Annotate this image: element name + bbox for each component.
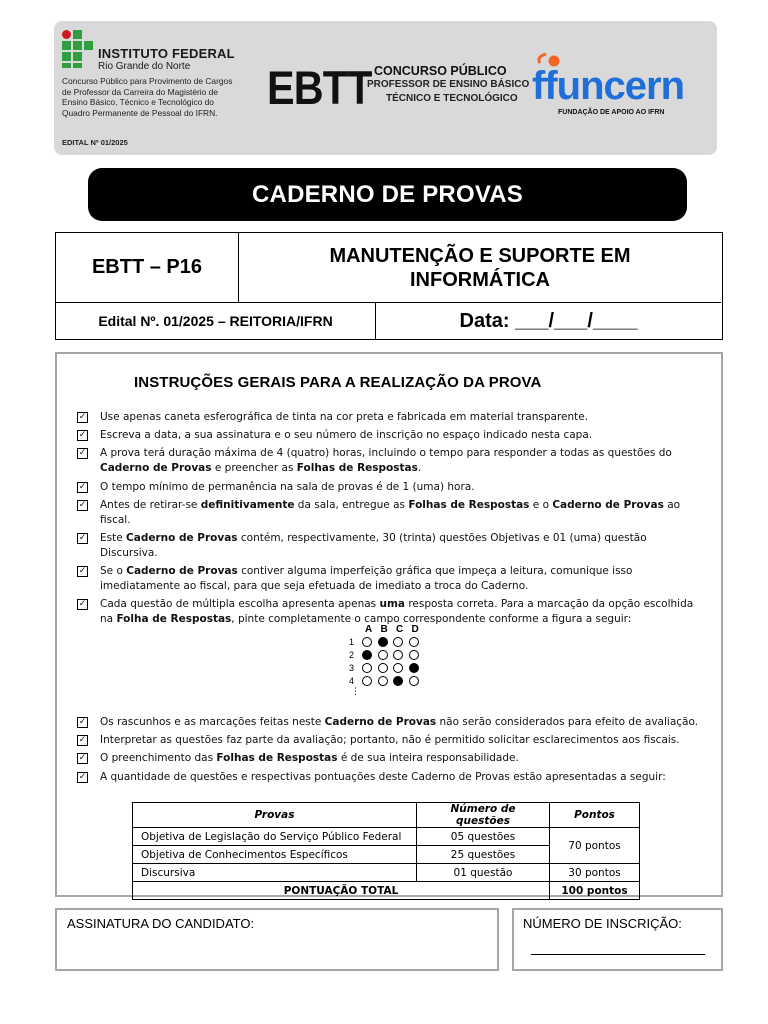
- total-label: PONTUAÇÃO TOTAL: [133, 882, 550, 900]
- instruction-text: Este: [100, 531, 127, 544]
- instructions-title: INSTRUÇÕES GERAIS PARA A REALIZAÇÃO DA PROVA: [134, 374, 542, 391]
- table-row: [133, 828, 640, 846]
- instruction-emphasis: Folha de Respostas: [116, 613, 232, 626]
- exam-role-line2: TÉCNICO E TECNOLÓGICO: [386, 93, 518, 104]
- instruction-text: contém, respectivamente, 30 (trinta) questões Objetivas e 01 (uma) questão Discursiva.: [100, 531, 647, 559]
- total-points: 100 pontos: [550, 882, 640, 900]
- table-cell-objective-points: 70 pontos: [550, 828, 640, 864]
- table-total-row: [133, 882, 640, 900]
- header-edital: EDITAL Nº 01/2025: [62, 138, 128, 147]
- institute-name: INSTITUTO FEDERAL: [98, 46, 235, 61]
- filled-bubble-icon: [393, 676, 403, 686]
- instruction-text: resposta correta. Para a marcação da opção escolhida na: [100, 598, 694, 626]
- table-cell-questoes: 25 questões: [417, 846, 550, 864]
- instruction-text: Use apenas caneta esferográfica de tinta na cor preta e fabricada em material transparente.: [100, 411, 589, 423]
- instruction-emphasis: Folhas de Respostas: [408, 498, 530, 511]
- answer-row-number: 4: [349, 676, 355, 686]
- instruction-text: .: [417, 462, 422, 475]
- answer-option-label: C: [396, 624, 404, 635]
- answer-option-label: B: [380, 624, 388, 635]
- instruction-emphasis: definitivamente: [200, 498, 295, 511]
- instruction-emphasis: uma: [379, 598, 405, 611]
- checkbox-checked-icon: ✓: [78, 717, 87, 727]
- registration-box[interactable]: [512, 908, 723, 971]
- table-cell-questoes: 05 questões: [417, 828, 550, 846]
- empty-bubble-icon: [393, 637, 403, 647]
- instruction-item: [77, 733, 702, 748]
- checkbox-checked-icon: ✓: [78, 481, 87, 492]
- exam-subject: MANUTENÇÃO E SUPORTE EM INFORMÁTICA: [239, 233, 721, 303]
- empty-bubble-icon: [393, 650, 403, 660]
- empty-bubble-icon: [378, 663, 388, 673]
- instruction-emphasis: Folhas de Respostas: [296, 462, 418, 475]
- empty-bubble-icon: [362, 676, 372, 686]
- table-cell-prova: Objetiva de Conhecimentos Específicos: [133, 846, 417, 864]
- instruction-text: Interpretar as questões faz parte da avaliação; portanto, não é permitido solicitar esclarecimentos aos fiscais.: [100, 734, 680, 747]
- answer-sheet-sample: [347, 624, 427, 702]
- instruction-item: [77, 531, 702, 561]
- instruction-item: [77, 498, 702, 528]
- instruction-item: [77, 564, 702, 594]
- instruction-text: e o: [529, 498, 553, 511]
- exam-info-box: [55, 232, 723, 340]
- instruction-text: O tempo mínimo de permanência na sala de provas é de 1 (uma) hora.: [100, 480, 475, 493]
- instruction-text: é de sua inteira responsabilidade.: [337, 752, 519, 765]
- instructions-list-top: [77, 410, 702, 631]
- empty-bubble-icon: [378, 676, 388, 686]
- date-field[interactable]: Data: ___/___/____: [459, 309, 638, 332]
- header-provas: Provas: [133, 803, 417, 828]
- instructions-list-bottom: [77, 715, 702, 788]
- if-logo: [62, 30, 242, 70]
- checkbox-checked-icon: ✓: [78, 753, 87, 764]
- points-table: [132, 802, 640, 900]
- instruction-text: não serão considerados para efeito de avaliação.: [436, 716, 699, 728]
- exam-acronym: EBTT: [267, 61, 372, 114]
- instructions-box: [55, 352, 723, 897]
- instruction-text: Antes de retirar-se: [100, 498, 201, 511]
- header-pontos: Pontos: [550, 803, 640, 828]
- header-questoes: Número de questões: [417, 803, 550, 828]
- empty-bubble-icon: [378, 650, 388, 660]
- instruction-item: [77, 428, 702, 443]
- instruction-item: [77, 770, 702, 785]
- checkbox-checked-icon: ✓: [78, 599, 87, 610]
- instruction-item: [77, 715, 702, 730]
- exam-edital: Edital Nº. 01/2025 – REITORIA/IFRN: [56, 303, 376, 339]
- empty-bubble-icon: [409, 650, 419, 660]
- checkbox-checked-icon: ✓: [78, 771, 87, 782]
- header-description: Concurso Público para Provimento de Cargos de Professor da Carreira do Magistério de Ensino Básico, Técnico e Tecnológico do Quadro Permanente de Pessoal do IFRN.: [62, 76, 233, 118]
- table-row: [133, 864, 640, 882]
- instruction-item: [77, 446, 702, 476]
- answer-sheet-ellipsis: ⋮: [351, 686, 360, 696]
- answer-row-number: 1: [349, 637, 355, 647]
- checkbox-checked-icon: ✓: [78, 532, 87, 543]
- table-cell-questoes: 01 questão: [417, 864, 550, 882]
- instruction-text: , pinte completamente o campo correspondente conforme a figura a seguir:: [231, 613, 632, 626]
- answer-sheet-header: [365, 624, 427, 635]
- instruction-emphasis: Folhas de Respostas: [216, 752, 338, 765]
- empty-bubble-icon: [362, 663, 372, 673]
- table-cell-pontos: 30 pontos: [550, 864, 640, 882]
- instruction-text: Se o: [100, 565, 127, 578]
- instruction-emphasis: Caderno de Provas: [324, 716, 437, 728]
- instruction-emphasis: Caderno de Provas: [126, 565, 238, 578]
- filled-bubble-icon: [362, 650, 372, 660]
- instruction-text: ao fiscal.: [100, 498, 681, 526]
- checkbox-checked-icon: ✓: [78, 735, 87, 746]
- empty-bubble-icon: [409, 637, 419, 647]
- instruction-text: Escreva a data, a sua assinatura e o seu número de inscrição no espaço indicado nesta capa.: [100, 429, 593, 442]
- instruction-item: [77, 597, 702, 627]
- instruction-text: contiver alguma imperfeição gráfica que impeça a leitura, comunique isso imediatamente ao fiscal, para que seja efetuada de imediato a troca do Caderno.: [100, 565, 633, 593]
- instruction-text: A prova terá duração máxima de 4 (quatro) horas, incluindo o tempo para responder a todas as questões do: [100, 447, 672, 460]
- checkbox-checked-icon: ✓: [78, 430, 87, 441]
- instruction-item: [77, 751, 702, 766]
- filled-bubble-icon: [378, 637, 388, 647]
- empty-bubble-icon: [409, 676, 419, 686]
- signature-label: ASSINATURA DO CANDIDATO:: [67, 916, 255, 931]
- checkbox-checked-icon: ✓: [78, 412, 87, 422]
- instruction-text: A quantidade de questões e respectivas pontuações deste Caderno de Provas estão apresentadas a seguir:: [100, 770, 666, 783]
- checkbox-checked-icon: ✓: [78, 448, 87, 459]
- exam-role-line1: PROFESSOR DE ENSINO BÁSICO: [367, 79, 530, 90]
- instruction-emphasis: Caderno de Provas: [552, 498, 664, 511]
- instruction-text: O preenchimento das: [100, 752, 217, 765]
- checkbox-checked-icon: ✓: [78, 566, 87, 577]
- registration-line: [531, 954, 705, 955]
- answer-option-label: D: [411, 624, 419, 635]
- if-grid-icon: [62, 30, 94, 68]
- institute-subtitle: Rio Grande do Norte: [98, 61, 191, 72]
- registration-label: NÚMERO DE INSCRIÇÃO:: [523, 916, 682, 931]
- table-cell-prova: Objetiva de Legislação do Serviço Público Federal: [133, 828, 417, 846]
- answer-row-number: 2: [349, 650, 355, 660]
- answer-option-label: A: [365, 624, 373, 635]
- instruction-text: da sala, entregue as: [294, 498, 409, 511]
- instruction-emphasis: Caderno de Provas: [100, 462, 212, 475]
- checkbox-checked-icon: ✓: [78, 499, 87, 510]
- filled-bubble-icon: [409, 663, 419, 673]
- empty-bubble-icon: [393, 663, 403, 673]
- instruction-text: Cada questão de múltipla escolha apresenta apenas: [100, 598, 380, 611]
- table-cell-prova: Discursiva: [133, 864, 417, 882]
- exam-code: EBTT – P16: [56, 233, 239, 303]
- instruction-text: e preencher as: [211, 462, 297, 475]
- instruction-text: Os rascunhos e as marcações feitas neste: [100, 716, 325, 728]
- svg-text:ffuncern: ffuncern: [532, 64, 684, 108]
- exam-type: CONCURSO PÚBLICO: [374, 64, 507, 78]
- instruction-item: [77, 480, 702, 495]
- empty-bubble-icon: [362, 637, 372, 647]
- caderno-title: CADERNO DE PROVAS: [88, 168, 687, 221]
- answer-row-number: 3: [349, 663, 355, 673]
- header-banner: [54, 21, 717, 155]
- instruction-item: [77, 410, 702, 425]
- signature-box[interactable]: [55, 908, 499, 971]
- instruction-emphasis: Caderno de Provas: [126, 531, 238, 544]
- table-header-row: [133, 803, 640, 828]
- foundation-name: FUNDAÇÃO DE APOIO AO IFRN: [558, 109, 665, 116]
